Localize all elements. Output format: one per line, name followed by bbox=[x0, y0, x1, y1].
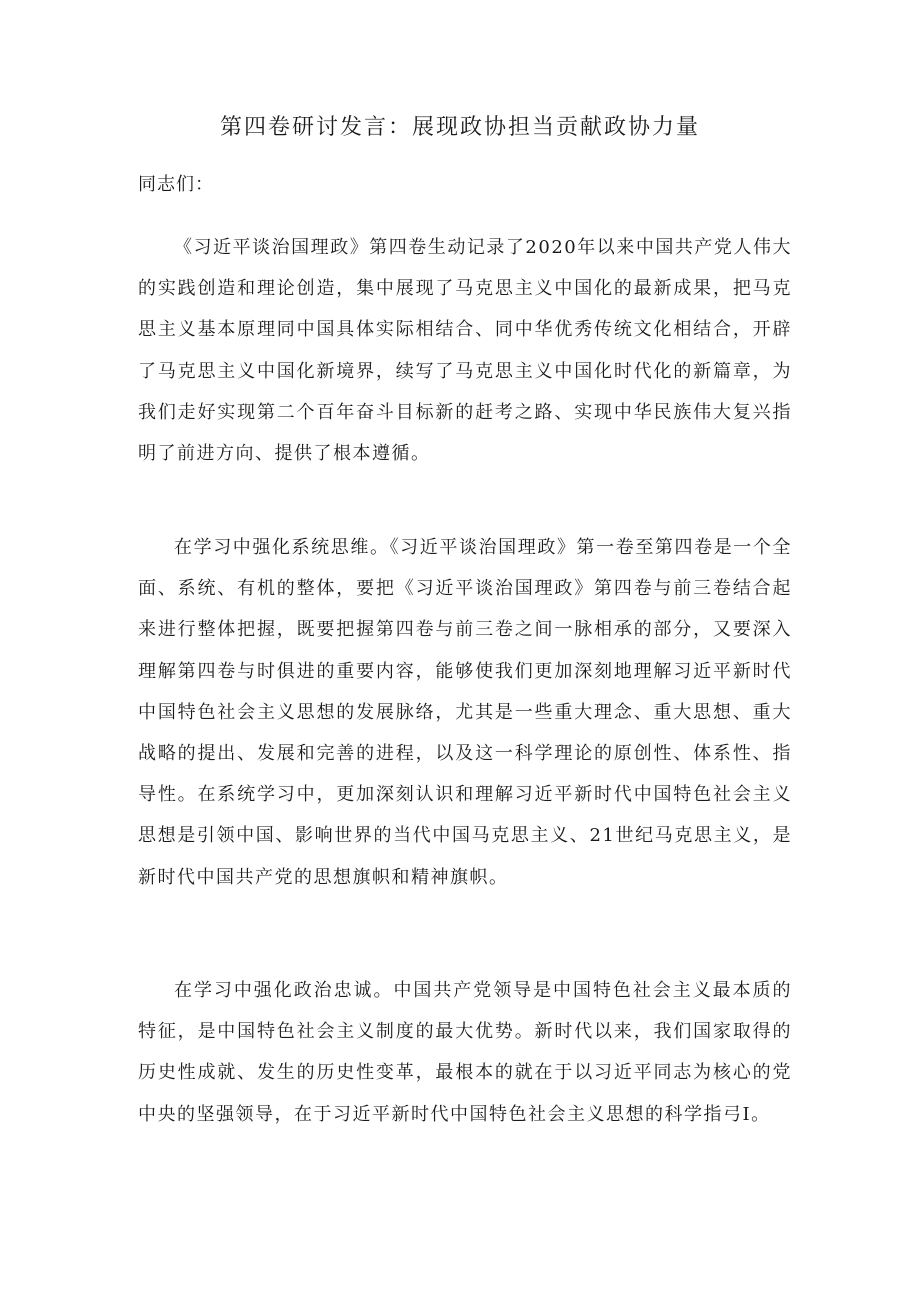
document-title: 第四卷研讨发言：展现政协担当贡献政协力量 bbox=[219, 115, 700, 140]
paragraph: 《习近平谈治国理政》第四卷生动记录了2020年以来中国共产党人伟大的实践创造和理论创造，集中展现了马克思主义中国化的最新成果，把马克思主义基本原理同中国具体实际相结合、同中华优秀传统文化相结合，开辟了马克思主义中国化新境界，续写了马克思主义中国化时代化的新篇章，为我们走好实现第二个百年奋斗目标新的赶考之路、实现中华民族伟大复兴指明了前进方向、提供了根本遵循。 bbox=[138, 237, 792, 465]
paragraph: 在学习中强化系统思维。《习近平谈治国理政》第一卷至第四卷是一个全面、系统、有机的整体，要把《习近平谈治国理政》第四卷与前三卷结合起来进行整体把握，既要把握第四卷与前三卷之间一脉相承的部分，又要深入理解第四卷与时俱进的重要内容，能够使我们更加深刻地理解习近平新时代中国特色社会主义思想的发展脉络，尤其是一些重大理念、重大思想、重大战略的提出、发展和完善的进程，以及这一科学理论的原创性、体系性、指导性。在系统学习中，更加深刻认识和理解习近平新时代中国特色社会主义思想是引领中国、影响世界的当代中国马克思主义、21世纪马克思主义，是新时代中国共产党的思想旗帜和精神旗帜。 bbox=[138, 537, 792, 888]
greeting: 同志们： bbox=[138, 174, 214, 195]
paragraph: 在学习中强化政治忠诚。中国共产党领导是中国特色社会主义最本质的特征，是中国特色社会主义制度的最大优势。新时代以来，我们国家取得的历史性成就、发生的历史性变革，最根本的就在于以习近平同志为核心的党中央的坚强领导，在于习近平新时代中国特色社会主义思想的科学指弓I。 bbox=[138, 980, 792, 1125]
